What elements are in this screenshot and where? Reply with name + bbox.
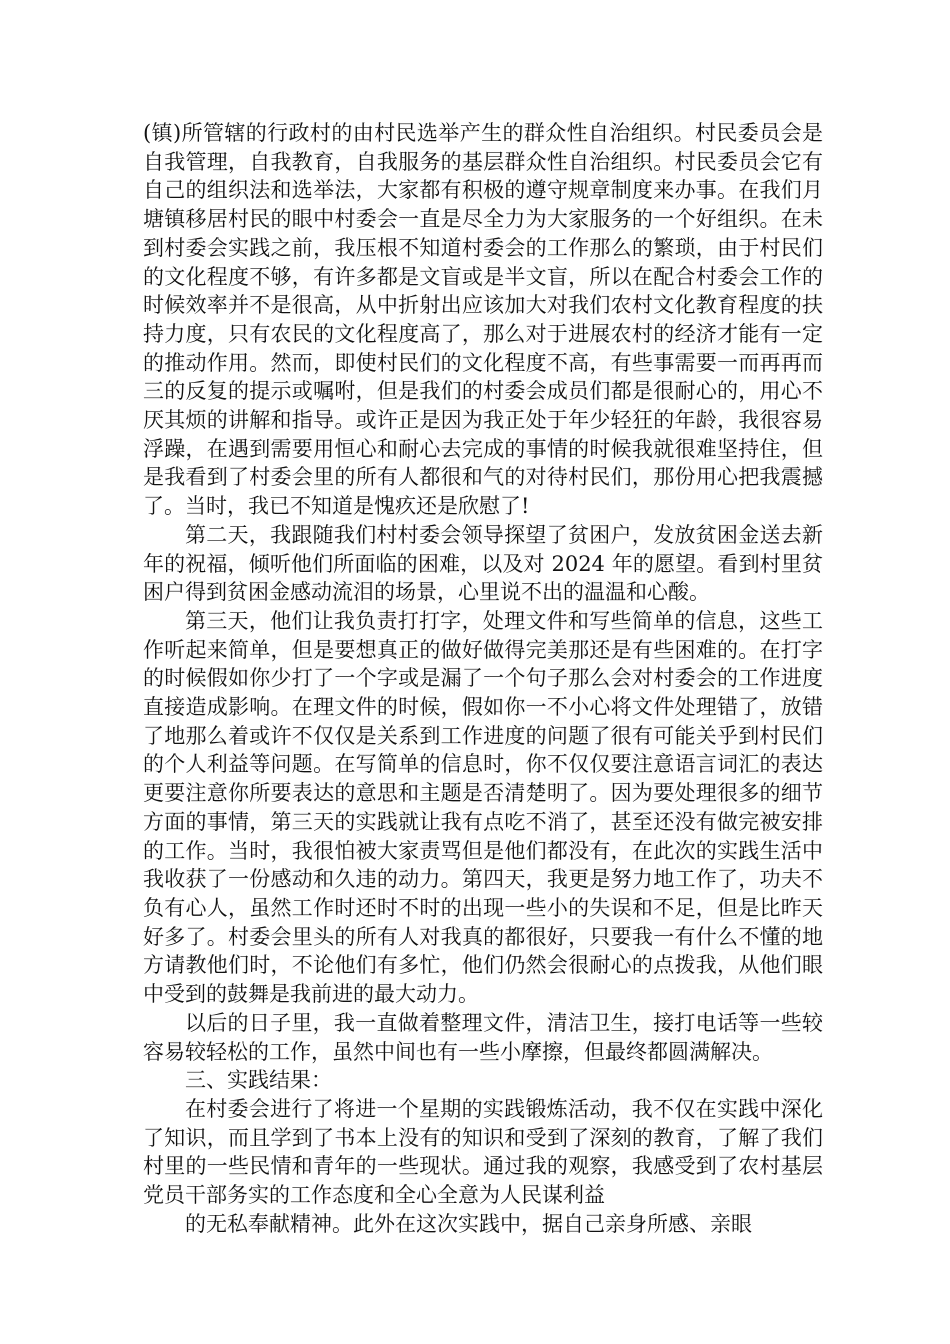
paragraph-1: (镇)所管辖的行政村的由村民选举产生的群众性自治组织。村民委员会是自我管理，自我教育，自我服务的基层群众性自治组织。村民委员会它有自己的组织法和选举法，大家都有积极的遵守规章制度来办事。在我们月塘镇移居村民的眼中村委会一直是尽全力为大家服务的一个好组织。在未到村委会实践之前，我压根不知道村委会的工作那么的繁琐，由于村民们的文化程度不够，有许多都是文盲或是半文盲，所以在配合村委会工作的时候效率并不是很高，从中折射出应该加大对我们农村文化教育程度的扶持力度，只有农民的文化程度高了，那么对于进展农村的经济才能有一定的推动作用。然而，即使村民们的文化程度不高，有些事需要一而再再而三的反复的提示或嘱咐，但是我们的村委会成员们都是很耐心的，用心不厌其烦的讲解和指导。或许正是因为我正处于年少轻狂的年龄，我很容易浮躁，在遇到需要用恒心和耐心去完成的事情的时候我就很难坚持住，但是我看到了村委会里的所有人都很和气的对待村民们，那份用心把我震撼了。当时，我已不知道是愧疚还是欣慰了! xyxy=(143,121,823,519)
document-page xyxy=(143,119,823,1238)
paragraph-6: 的无私奉献精神。此外在这次实践中，据自己亲身所感、亲眼 xyxy=(185,1211,752,1236)
paragraph-3: 第三天，他们让我负责打打字，处理文件和写些简单的信息，这些工作听起来简单，但是要想真正的做好做得完美那还是有些困难的。在打字的时候假如你少打了一个字或是漏了一个句子那么会对村委会的工作进度直接造成影响。在理文件的时候，假如你一不小心将文件处理错了，放错了地那么着或许不仅仅是关系到工作进度的问题了很有可能关乎到村民们的个人利益等问题。在写简单的信息时，你不仅仅要注意语言词汇的表达更要注意你所要表达的意思和主题是否清楚明了。因为要处理很多的细节方面的事情，第三天的实践就让我有点吃不消了，甚至还没有做完被安排的工作。当时，我很怕被大家责骂但是他们都没有，在此次的实践生活中我收获了一份感动和久违的动力。第四天，我更是努力地工作了，功夫不负有心人，虽然工作时还时不时的出现一些小的失误和不足，但是比昨天好多了。村委会里头的所有人对我真的都很好，只要我一有什么不懂的地方请教他们时，不论他们有多忙，他们仍然会很耐心的点拨我，从他们眼中受到的鼓舞是我前进的最大动力。 xyxy=(143,608,823,1007)
section-heading-results: 三、实践结果： xyxy=(185,1068,332,1093)
paragraph-2: 第二天，我跟随我们村村委会领导探望了贫困户，发放贫困金送去新年的祝福，倾听他们所面临的困难，以及对 2024 年的愿望。看到村里贫困户得到贫困金感动流泪的场景，心里说不出的温温和心酸。 xyxy=(143,522,823,605)
paragraph-4: 以后的日子里，我一直做着整理文件，清洁卫生，接打电话等一些较容易较轻松的工作，虽然中间也有一些小摩擦，但最终都圆满解决。 xyxy=(143,1010,823,1064)
paragraph-5: 在村委会进行了将进一个星期的实践锻炼活动，我不仅在实践中深化了知识，而且学到了书本上没有的知识和受到了深刻的教育，了解了我们村里的一些民情和青年的一些现状。通过我的观察，我感受到了农村基层党员干部务实的工作态度和全心全意为人民谋利益 xyxy=(143,1096,823,1208)
